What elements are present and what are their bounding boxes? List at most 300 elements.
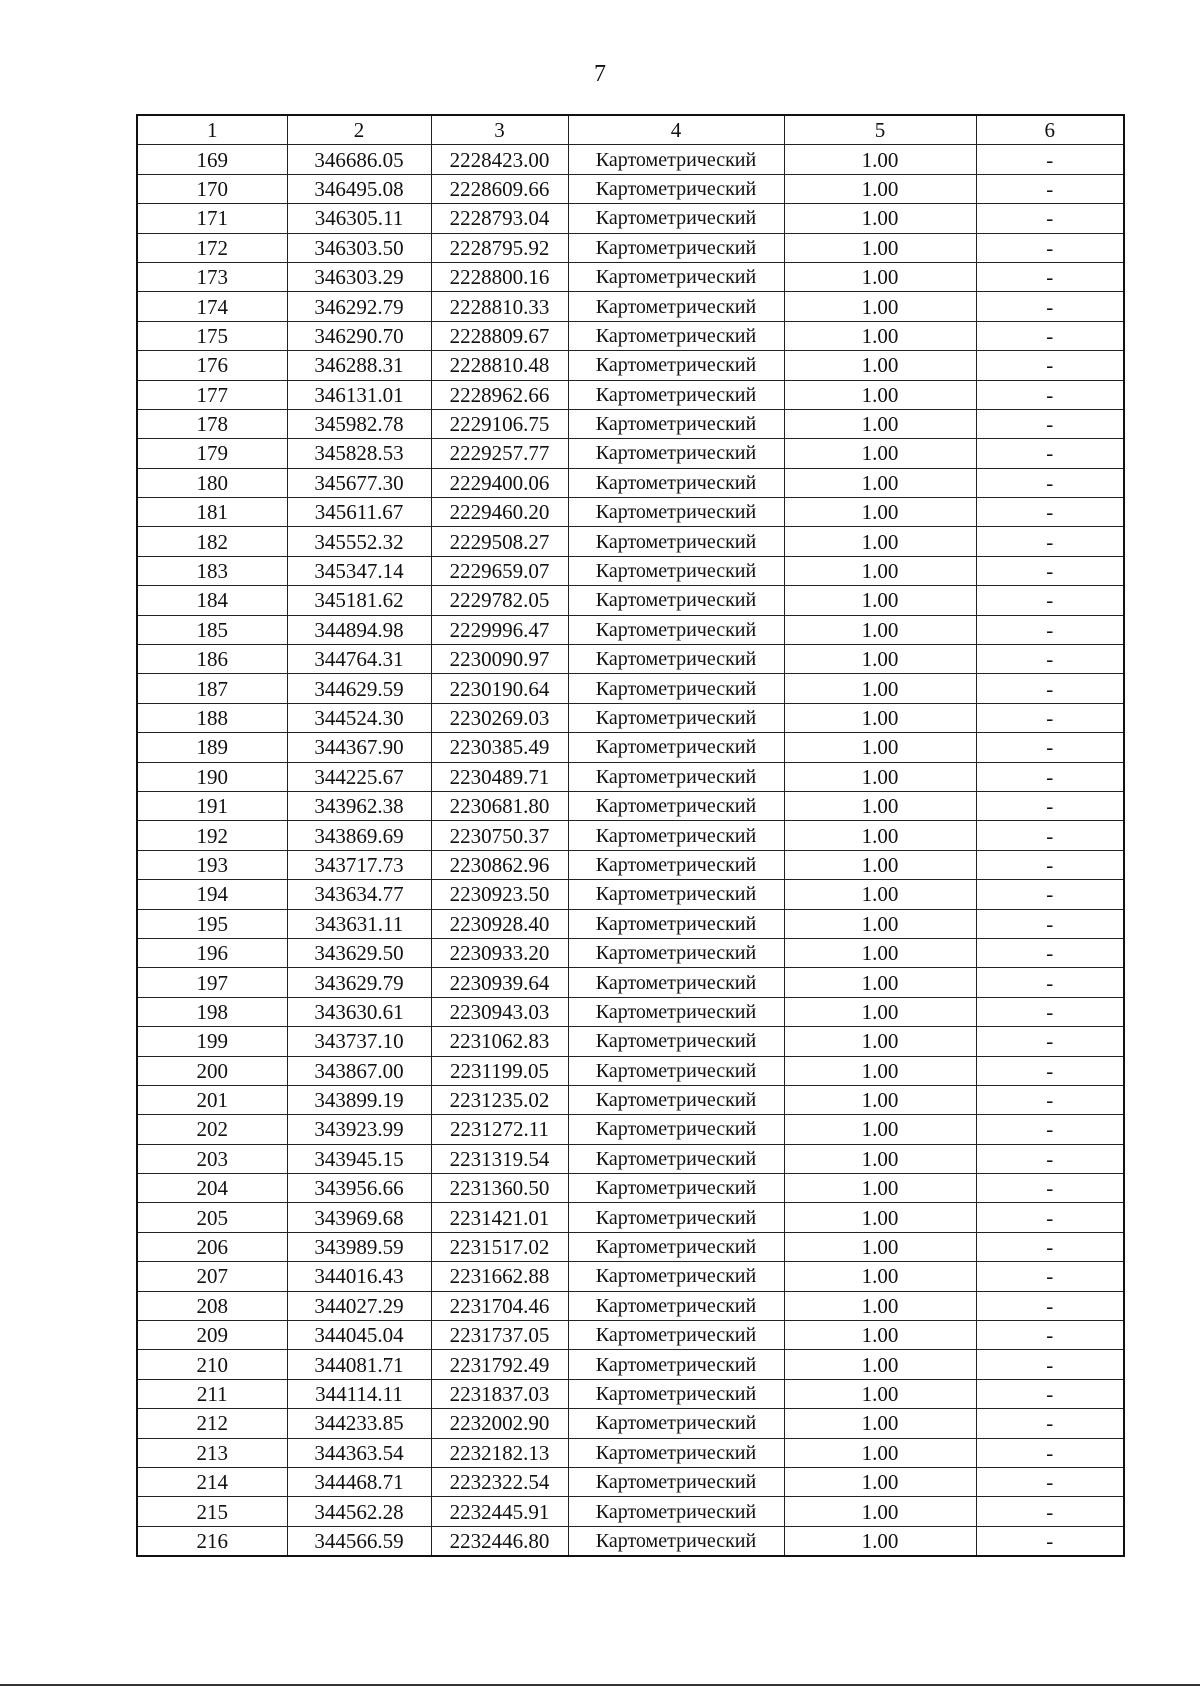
table-row <box>137 351 1124 380</box>
cell-accuracy: 1.00 <box>784 1497 976 1526</box>
cell-note: - <box>976 233 1124 262</box>
cell-x-coordinate: 343867.00 <box>287 1056 431 1085</box>
cell-note: - <box>976 645 1124 674</box>
cell-accuracy: 1.00 <box>784 645 976 674</box>
cell-method: Картометрический <box>568 145 784 174</box>
cell-x-coordinate: 345347.14 <box>287 556 431 585</box>
cell-method: Картометрический <box>568 292 784 321</box>
cell-y-coordinate: 2228795.92 <box>431 233 568 262</box>
cell-note: - <box>976 1027 1124 1056</box>
cell-accuracy: 1.00 <box>784 292 976 321</box>
cell-point-number: 214 <box>137 1467 287 1496</box>
cell-accuracy: 1.00 <box>784 1526 976 1556</box>
table-row <box>137 821 1124 850</box>
cell-y-coordinate: 2229508.27 <box>431 527 568 556</box>
cell-accuracy: 1.00 <box>784 938 976 967</box>
cell-x-coordinate: 344225.67 <box>287 762 431 791</box>
cell-method: Картометрический <box>568 1409 784 1438</box>
column-header-method: 4 <box>568 115 784 145</box>
table-row <box>137 409 1124 438</box>
cell-note: - <box>976 615 1124 644</box>
cell-method: Картометрический <box>568 321 784 350</box>
cell-note: - <box>976 909 1124 938</box>
cell-point-number: 186 <box>137 645 287 674</box>
table-row <box>137 674 1124 703</box>
cell-accuracy: 1.00 <box>784 262 976 291</box>
table-row <box>137 1144 1124 1173</box>
cell-accuracy: 1.00 <box>784 909 976 938</box>
cell-y-coordinate: 2230190.64 <box>431 674 568 703</box>
cell-method: Картометрический <box>568 1262 784 1291</box>
cell-y-coordinate: 2228809.67 <box>431 321 568 350</box>
cell-y-coordinate: 2229782.05 <box>431 586 568 615</box>
cell-point-number: 178 <box>137 409 287 438</box>
cell-point-number: 194 <box>137 880 287 909</box>
cell-method: Картометрический <box>568 380 784 409</box>
cell-x-coordinate: 344566.59 <box>287 1526 431 1556</box>
cell-point-number: 192 <box>137 821 287 850</box>
cell-note: - <box>976 1144 1124 1173</box>
cell-x-coordinate: 344764.31 <box>287 645 431 674</box>
cell-x-coordinate: 343717.73 <box>287 850 431 879</box>
table-row <box>137 703 1124 732</box>
cell-y-coordinate: 2228609.66 <box>431 174 568 203</box>
cell-y-coordinate: 2231662.88 <box>431 1262 568 1291</box>
cell-x-coordinate: 346288.31 <box>287 351 431 380</box>
cell-y-coordinate: 2231792.49 <box>431 1350 568 1379</box>
cell-point-number: 183 <box>137 556 287 585</box>
cell-x-coordinate: 343869.69 <box>287 821 431 850</box>
cell-point-number: 191 <box>137 791 287 820</box>
cell-accuracy: 1.00 <box>784 556 976 585</box>
cell-accuracy: 1.00 <box>784 850 976 879</box>
cell-accuracy: 1.00 <box>784 1438 976 1467</box>
table-row <box>137 1232 1124 1261</box>
cell-point-number: 173 <box>137 262 287 291</box>
cell-accuracy: 1.00 <box>784 733 976 762</box>
cell-method: Картометрический <box>568 1085 784 1114</box>
cell-accuracy: 1.00 <box>784 968 976 997</box>
cell-point-number: 215 <box>137 1497 287 1526</box>
cell-accuracy: 1.00 <box>784 1350 976 1379</box>
cell-point-number: 179 <box>137 439 287 468</box>
column-header-x-coordinate: 2 <box>287 115 431 145</box>
cell-accuracy: 1.00 <box>784 821 976 850</box>
cell-note: - <box>976 1174 1124 1203</box>
cell-method: Картометрический <box>568 615 784 644</box>
cell-y-coordinate: 2230269.03 <box>431 703 568 732</box>
cell-method: Картометрический <box>568 821 784 850</box>
table-row <box>137 615 1124 644</box>
cell-y-coordinate: 2230923.50 <box>431 880 568 909</box>
cell-note: - <box>976 380 1124 409</box>
cell-x-coordinate: 346303.29 <box>287 262 431 291</box>
cell-note: - <box>976 1291 1124 1320</box>
cell-method: Картометрический <box>568 909 784 938</box>
table-row <box>137 204 1124 233</box>
cell-accuracy: 1.00 <box>784 1409 976 1438</box>
cell-accuracy: 1.00 <box>784 674 976 703</box>
table-row <box>137 262 1124 291</box>
cell-y-coordinate: 2230933.20 <box>431 938 568 967</box>
cell-method: Картометрический <box>568 1438 784 1467</box>
cell-accuracy: 1.00 <box>784 1379 976 1408</box>
cell-y-coordinate: 2231360.50 <box>431 1174 568 1203</box>
cell-x-coordinate: 343945.15 <box>287 1144 431 1173</box>
cell-method: Картометрический <box>568 645 784 674</box>
table-row <box>137 1497 1124 1526</box>
cell-note: - <box>976 1203 1124 1232</box>
cell-y-coordinate: 2230928.40 <box>431 909 568 938</box>
cell-x-coordinate: 344468.71 <box>287 1467 431 1496</box>
cell-accuracy: 1.00 <box>784 703 976 732</box>
cell-y-coordinate: 2231272.11 <box>431 1115 568 1144</box>
table-row <box>137 321 1124 350</box>
cell-method: Картометрический <box>568 174 784 203</box>
cell-note: - <box>976 292 1124 321</box>
cell-note: - <box>976 527 1124 556</box>
table-row <box>137 1262 1124 1291</box>
cell-y-coordinate: 2229996.47 <box>431 615 568 644</box>
cell-x-coordinate: 346303.50 <box>287 233 431 262</box>
table-row <box>137 762 1124 791</box>
cell-y-coordinate: 2229106.75 <box>431 409 568 438</box>
cell-note: - <box>976 174 1124 203</box>
cell-note: - <box>976 1321 1124 1350</box>
cell-method: Картометрический <box>568 733 784 762</box>
cell-accuracy: 1.00 <box>784 1232 976 1261</box>
table-row <box>137 645 1124 674</box>
cell-y-coordinate: 2232445.91 <box>431 1497 568 1526</box>
cell-note: - <box>976 1115 1124 1144</box>
table-row <box>137 1438 1124 1467</box>
table-body <box>137 145 1124 1556</box>
cell-method: Картометрический <box>568 674 784 703</box>
cell-y-coordinate: 2228800.16 <box>431 262 568 291</box>
cell-note: - <box>976 1232 1124 1261</box>
cell-y-coordinate: 2231199.05 <box>431 1056 568 1085</box>
cell-note: - <box>976 1409 1124 1438</box>
table-row <box>137 527 1124 556</box>
cell-y-coordinate: 2230862.96 <box>431 850 568 879</box>
cell-y-coordinate: 2229460.20 <box>431 498 568 527</box>
cell-point-number: 176 <box>137 351 287 380</box>
cell-accuracy: 1.00 <box>784 174 976 203</box>
cell-x-coordinate: 345982.78 <box>287 409 431 438</box>
column-header-y-coordinate: 3 <box>431 115 568 145</box>
cell-method: Картометрический <box>568 762 784 791</box>
cell-accuracy: 1.00 <box>784 204 976 233</box>
table-row <box>137 586 1124 615</box>
cell-point-number: 203 <box>137 1144 287 1173</box>
table-row <box>137 1350 1124 1379</box>
cell-y-coordinate: 2231837.03 <box>431 1379 568 1408</box>
table-row <box>137 292 1124 321</box>
cell-accuracy: 1.00 <box>784 1056 976 1085</box>
cell-x-coordinate: 346305.11 <box>287 204 431 233</box>
cell-y-coordinate: 2232002.90 <box>431 1409 568 1438</box>
cell-y-coordinate: 2231062.83 <box>431 1027 568 1056</box>
cell-y-coordinate: 2228793.04 <box>431 204 568 233</box>
cell-note: - <box>976 1056 1124 1085</box>
table-row <box>137 1203 1124 1232</box>
cell-accuracy: 1.00 <box>784 380 976 409</box>
cell-method: Картометрический <box>568 997 784 1026</box>
cell-point-number: 180 <box>137 468 287 497</box>
cell-method: Картометрический <box>568 262 784 291</box>
cell-point-number: 199 <box>137 1027 287 1056</box>
cell-y-coordinate: 2228810.33 <box>431 292 568 321</box>
cell-point-number: 193 <box>137 850 287 879</box>
table-row <box>137 1291 1124 1320</box>
cell-x-coordinate: 343634.77 <box>287 880 431 909</box>
cell-note: - <box>976 703 1124 732</box>
cell-note: - <box>976 1379 1124 1408</box>
cell-point-number: 174 <box>137 292 287 321</box>
table-row <box>137 174 1124 203</box>
table-row <box>137 1174 1124 1203</box>
table-row <box>137 468 1124 497</box>
cell-point-number: 182 <box>137 527 287 556</box>
column-header-point-number: 1 <box>137 115 287 145</box>
cell-point-number: 206 <box>137 1232 287 1261</box>
cell-y-coordinate: 2231737.05 <box>431 1321 568 1350</box>
column-header-accuracy: 5 <box>784 115 976 145</box>
cell-y-coordinate: 2232446.80 <box>431 1526 568 1556</box>
cell-note: - <box>976 1350 1124 1379</box>
cell-x-coordinate: 346686.05 <box>287 145 431 174</box>
table-row <box>137 439 1124 468</box>
cell-x-coordinate: 344081.71 <box>287 1350 431 1379</box>
cell-method: Картометрический <box>568 498 784 527</box>
cell-point-number: 211 <box>137 1379 287 1408</box>
cell-method: Картометрический <box>568 1144 784 1173</box>
cell-accuracy: 1.00 <box>784 615 976 644</box>
page-bottom-divider <box>0 1684 1200 1686</box>
cell-accuracy: 1.00 <box>784 498 976 527</box>
cell-accuracy: 1.00 <box>784 527 976 556</box>
table-row <box>137 380 1124 409</box>
cell-method: Картометрический <box>568 880 784 909</box>
cell-note: - <box>976 498 1124 527</box>
cell-note: - <box>976 1438 1124 1467</box>
cell-x-coordinate: 344114.11 <box>287 1379 431 1408</box>
cell-method: Картометрический <box>568 409 784 438</box>
cell-x-coordinate: 343899.19 <box>287 1085 431 1114</box>
cell-x-coordinate: 345181.62 <box>287 586 431 615</box>
cell-accuracy: 1.00 <box>784 1291 976 1320</box>
cell-y-coordinate: 2231235.02 <box>431 1085 568 1114</box>
table-row <box>137 1321 1124 1350</box>
cell-x-coordinate: 344524.30 <box>287 703 431 732</box>
cell-point-number: 185 <box>137 615 287 644</box>
table-row <box>137 997 1124 1026</box>
cell-y-coordinate: 2232322.54 <box>431 1467 568 1496</box>
table-row <box>137 909 1124 938</box>
cell-y-coordinate: 2230750.37 <box>431 821 568 850</box>
cell-point-number: 170 <box>137 174 287 203</box>
cell-method: Картометрический <box>568 1232 784 1261</box>
cell-accuracy: 1.00 <box>784 1085 976 1114</box>
cell-method: Картометрический <box>568 1027 784 1056</box>
cell-x-coordinate: 343629.79 <box>287 968 431 997</box>
cell-method: Картометрический <box>568 791 784 820</box>
cell-point-number: 205 <box>137 1203 287 1232</box>
cell-accuracy: 1.00 <box>784 468 976 497</box>
cell-note: - <box>976 439 1124 468</box>
cell-x-coordinate: 343956.66 <box>287 1174 431 1203</box>
cell-point-number: 184 <box>137 586 287 615</box>
cell-point-number: 198 <box>137 997 287 1026</box>
cell-y-coordinate: 2231704.46 <box>431 1291 568 1320</box>
cell-accuracy: 1.00 <box>784 439 976 468</box>
table-row <box>137 1085 1124 1114</box>
cell-x-coordinate: 343737.10 <box>287 1027 431 1056</box>
cell-x-coordinate: 344562.28 <box>287 1497 431 1526</box>
cell-y-coordinate: 2228423.00 <box>431 145 568 174</box>
table-row <box>137 1526 1124 1556</box>
cell-x-coordinate: 343969.68 <box>287 1203 431 1232</box>
cell-note: - <box>976 674 1124 703</box>
cell-method: Картометрический <box>568 468 784 497</box>
cell-method: Картометрический <box>568 204 784 233</box>
cell-point-number: 212 <box>137 1409 287 1438</box>
cell-y-coordinate: 2231421.01 <box>431 1203 568 1232</box>
cell-note: - <box>976 145 1124 174</box>
cell-note: - <box>976 938 1124 967</box>
cell-accuracy: 1.00 <box>784 1174 976 1203</box>
cell-point-number: 171 <box>137 204 287 233</box>
cell-accuracy: 1.00 <box>784 1144 976 1173</box>
cell-point-number: 204 <box>137 1174 287 1203</box>
cell-y-coordinate: 2230385.49 <box>431 733 568 762</box>
cell-x-coordinate: 344363.54 <box>287 1438 431 1467</box>
cell-x-coordinate: 344629.59 <box>287 674 431 703</box>
cell-method: Картометрический <box>568 1291 784 1320</box>
cell-method: Картометрический <box>568 233 784 262</box>
table-row <box>137 880 1124 909</box>
cell-note: - <box>976 1467 1124 1496</box>
cell-method: Картометрический <box>568 1321 784 1350</box>
table-row <box>137 850 1124 879</box>
cell-note: - <box>976 556 1124 585</box>
cell-point-number: 188 <box>137 703 287 732</box>
cell-accuracy: 1.00 <box>784 409 976 438</box>
table-row <box>137 556 1124 585</box>
cell-point-number: 213 <box>137 1438 287 1467</box>
cell-point-number: 216 <box>137 1526 287 1556</box>
cell-x-coordinate: 344045.04 <box>287 1321 431 1350</box>
cell-method: Картометрический <box>568 850 784 879</box>
cell-point-number: 210 <box>137 1350 287 1379</box>
cell-y-coordinate: 2228962.66 <box>431 380 568 409</box>
cell-method: Картометрический <box>568 1174 784 1203</box>
cell-x-coordinate: 345677.30 <box>287 468 431 497</box>
cell-accuracy: 1.00 <box>784 880 976 909</box>
cell-x-coordinate: 344016.43 <box>287 1262 431 1291</box>
table-row <box>137 938 1124 967</box>
cell-note: - <box>976 262 1124 291</box>
cell-y-coordinate: 2229659.07 <box>431 556 568 585</box>
cell-x-coordinate: 346290.70 <box>287 321 431 350</box>
cell-point-number: 190 <box>137 762 287 791</box>
cell-point-number: 207 <box>137 1262 287 1291</box>
cell-note: - <box>976 204 1124 233</box>
table-row <box>137 1115 1124 1144</box>
table-row <box>137 1467 1124 1496</box>
cell-note: - <box>976 409 1124 438</box>
cell-accuracy: 1.00 <box>784 351 976 380</box>
cell-x-coordinate: 343629.50 <box>287 938 431 967</box>
table-row <box>137 733 1124 762</box>
table-row <box>137 968 1124 997</box>
cell-x-coordinate: 343631.11 <box>287 909 431 938</box>
cell-accuracy: 1.00 <box>784 1467 976 1496</box>
cell-note: - <box>976 850 1124 879</box>
cell-accuracy: 1.00 <box>784 1115 976 1144</box>
table-row <box>137 498 1124 527</box>
cell-note: - <box>976 968 1124 997</box>
table-row <box>137 1056 1124 1085</box>
cell-note: - <box>976 880 1124 909</box>
cell-point-number: 196 <box>137 938 287 967</box>
cell-accuracy: 1.00 <box>784 997 976 1026</box>
cell-accuracy: 1.00 <box>784 1321 976 1350</box>
cell-y-coordinate: 2232182.13 <box>431 1438 568 1467</box>
cell-point-number: 209 <box>137 1321 287 1350</box>
cell-x-coordinate: 344894.98 <box>287 615 431 644</box>
cell-x-coordinate: 343989.59 <box>287 1232 431 1261</box>
cell-point-number: 195 <box>137 909 287 938</box>
cell-note: - <box>976 821 1124 850</box>
table-row <box>137 145 1124 174</box>
cell-point-number: 177 <box>137 380 287 409</box>
cell-x-coordinate: 344367.90 <box>287 733 431 762</box>
cell-method: Картометрический <box>568 439 784 468</box>
cell-y-coordinate: 2229257.77 <box>431 439 568 468</box>
table-row <box>137 1409 1124 1438</box>
cell-note: - <box>976 791 1124 820</box>
cell-note: - <box>976 1497 1124 1526</box>
cell-accuracy: 1.00 <box>784 1027 976 1056</box>
cell-y-coordinate: 2230090.97 <box>431 645 568 674</box>
cell-y-coordinate: 2230681.80 <box>431 791 568 820</box>
cell-point-number: 172 <box>137 233 287 262</box>
cell-x-coordinate: 346495.08 <box>287 174 431 203</box>
cell-x-coordinate: 344233.85 <box>287 1409 431 1438</box>
cell-y-coordinate: 2231517.02 <box>431 1232 568 1261</box>
cell-note: - <box>976 586 1124 615</box>
cell-method: Картометрический <box>568 1497 784 1526</box>
cell-note: - <box>976 733 1124 762</box>
cell-method: Картометрический <box>568 703 784 732</box>
cell-method: Картометрический <box>568 586 784 615</box>
cell-x-coordinate: 346131.01 <box>287 380 431 409</box>
cell-accuracy: 1.00 <box>784 233 976 262</box>
cell-note: - <box>976 762 1124 791</box>
cell-accuracy: 1.00 <box>784 762 976 791</box>
table-row <box>137 1379 1124 1408</box>
cell-y-coordinate: 2230489.71 <box>431 762 568 791</box>
cell-x-coordinate: 345611.67 <box>287 498 431 527</box>
cell-x-coordinate: 343923.99 <box>287 1115 431 1144</box>
cell-x-coordinate: 344027.29 <box>287 1291 431 1320</box>
cell-y-coordinate: 2230939.64 <box>431 968 568 997</box>
table-row <box>137 1027 1124 1056</box>
table-row <box>137 791 1124 820</box>
cell-note: - <box>976 351 1124 380</box>
cell-point-number: 181 <box>137 498 287 527</box>
